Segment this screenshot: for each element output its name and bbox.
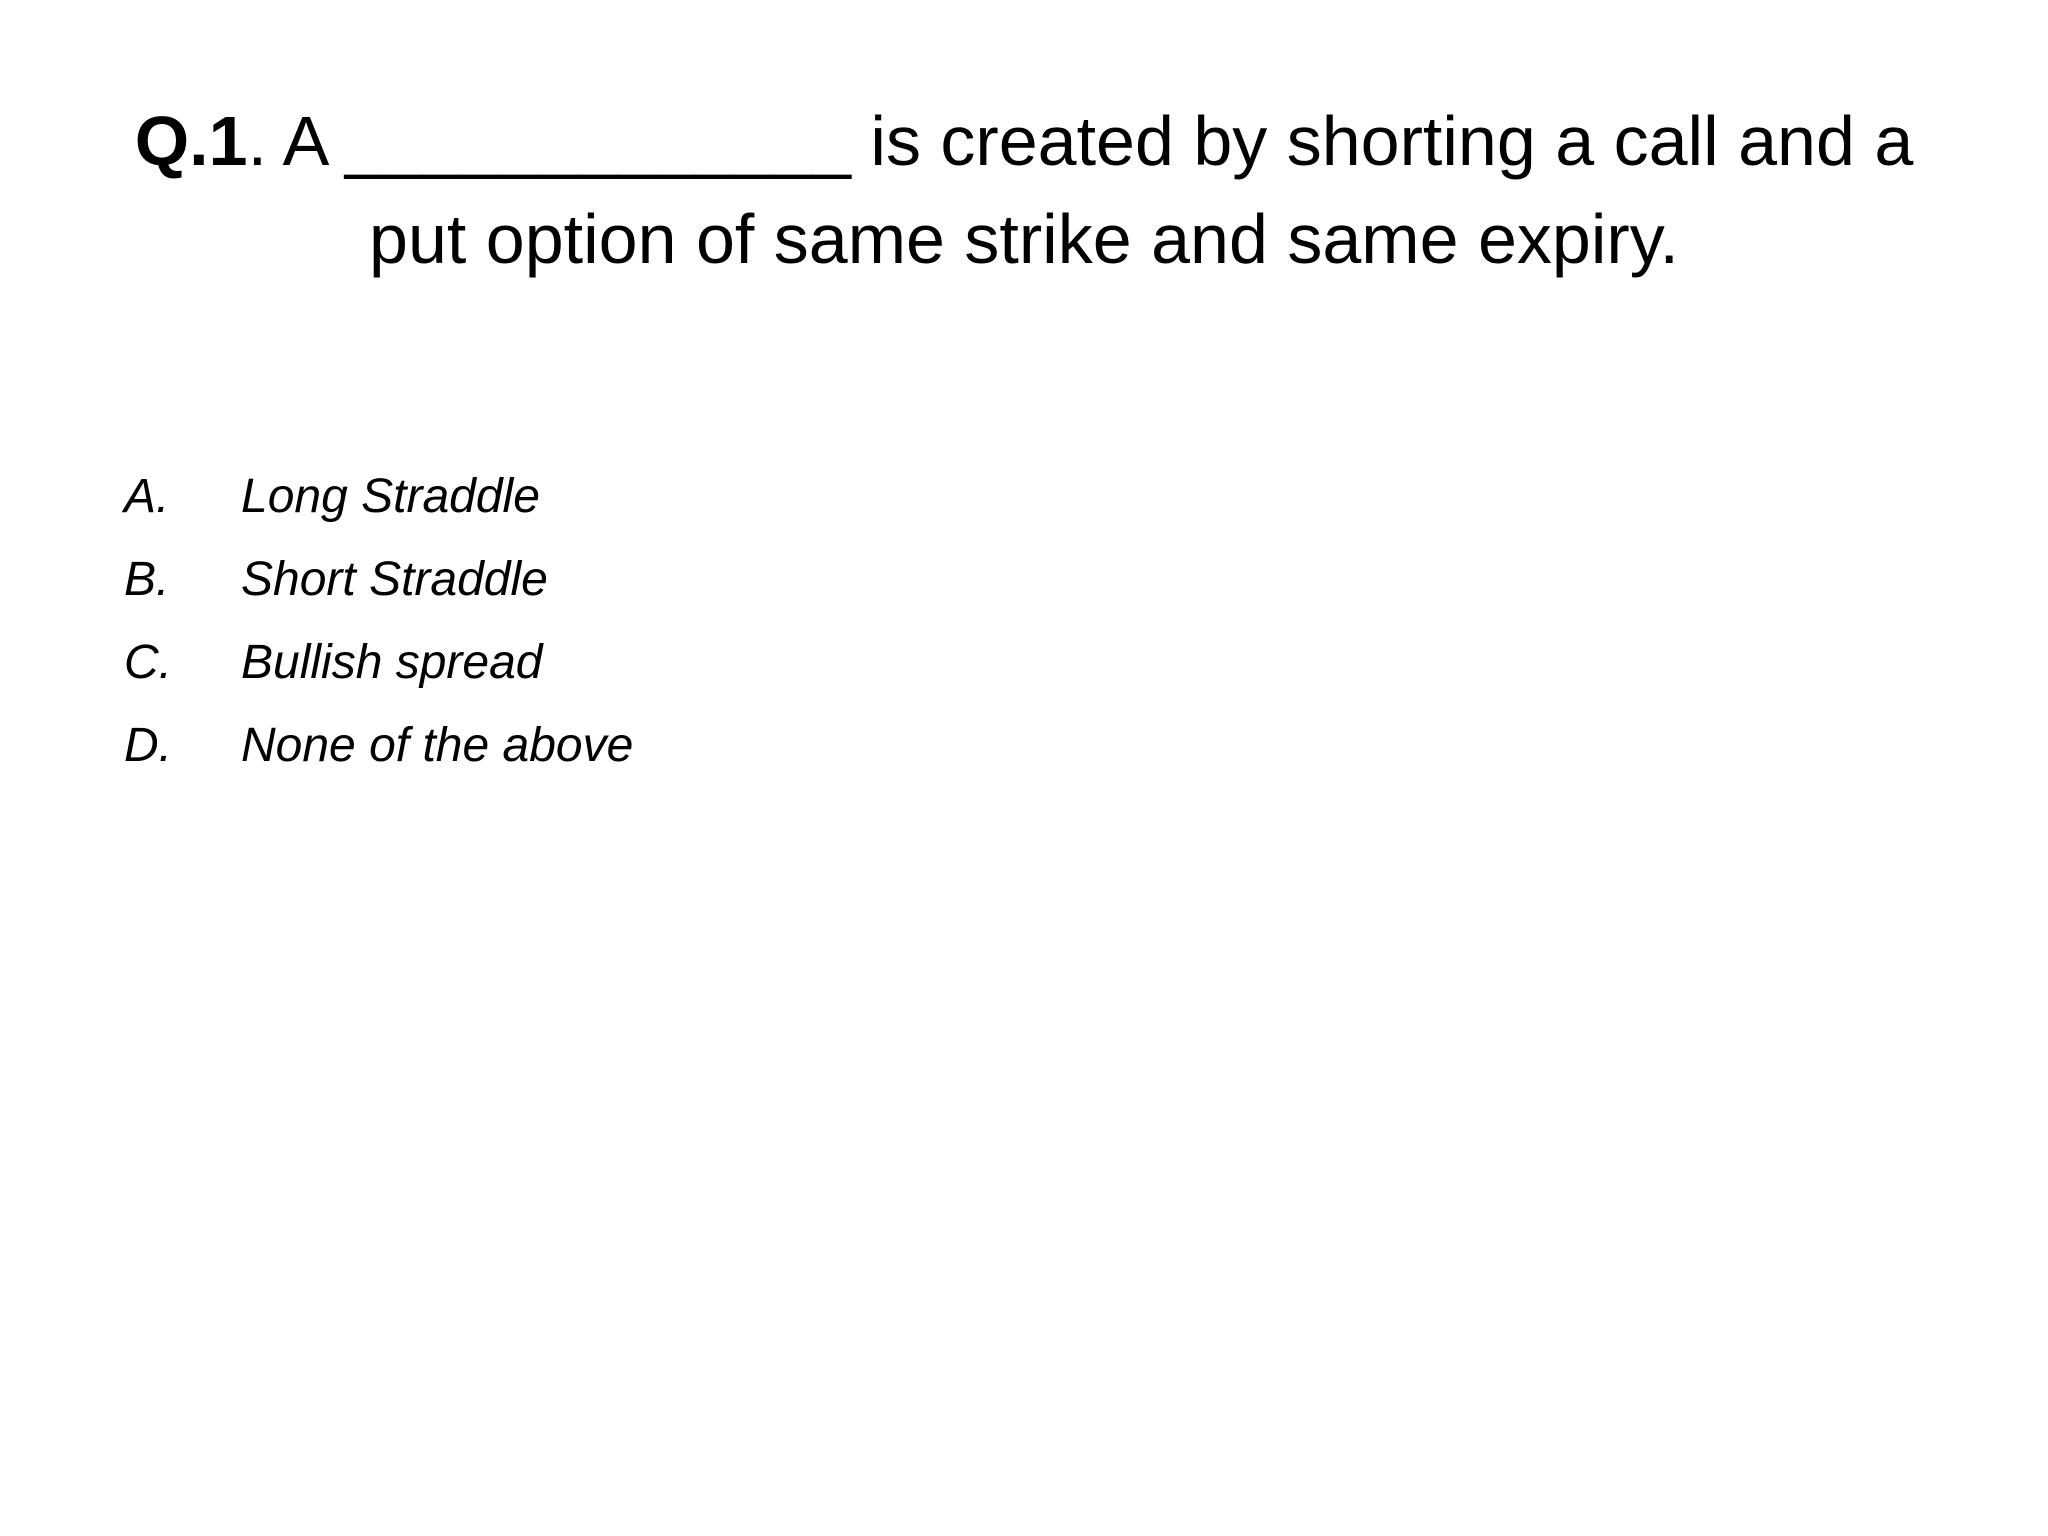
answer-options bbox=[124, 455, 633, 787]
option-a bbox=[124, 455, 633, 538]
option-c bbox=[124, 621, 633, 704]
option-letter: B. bbox=[124, 553, 170, 606]
option-text: Long Straddle bbox=[241, 470, 540, 523]
option-b bbox=[124, 538, 633, 621]
question-prefix: . A bbox=[247, 102, 345, 180]
option-letter: C. bbox=[124, 636, 172, 689]
option-d bbox=[124, 704, 633, 787]
option-text: Short Straddle bbox=[241, 553, 548, 606]
option-letter: D. bbox=[124, 719, 172, 772]
question-blank: _____________ bbox=[344, 102, 851, 180]
option-letter: A. bbox=[124, 470, 170, 523]
question-suffix: is created by shorting a call and a put option of same strike and same expiry. bbox=[369, 102, 1914, 278]
question-number: Q.1 bbox=[134, 102, 248, 180]
option-text: None of the above bbox=[241, 719, 634, 772]
question-text bbox=[100, 92, 1948, 288]
option-text: Bullish spread bbox=[241, 636, 543, 689]
